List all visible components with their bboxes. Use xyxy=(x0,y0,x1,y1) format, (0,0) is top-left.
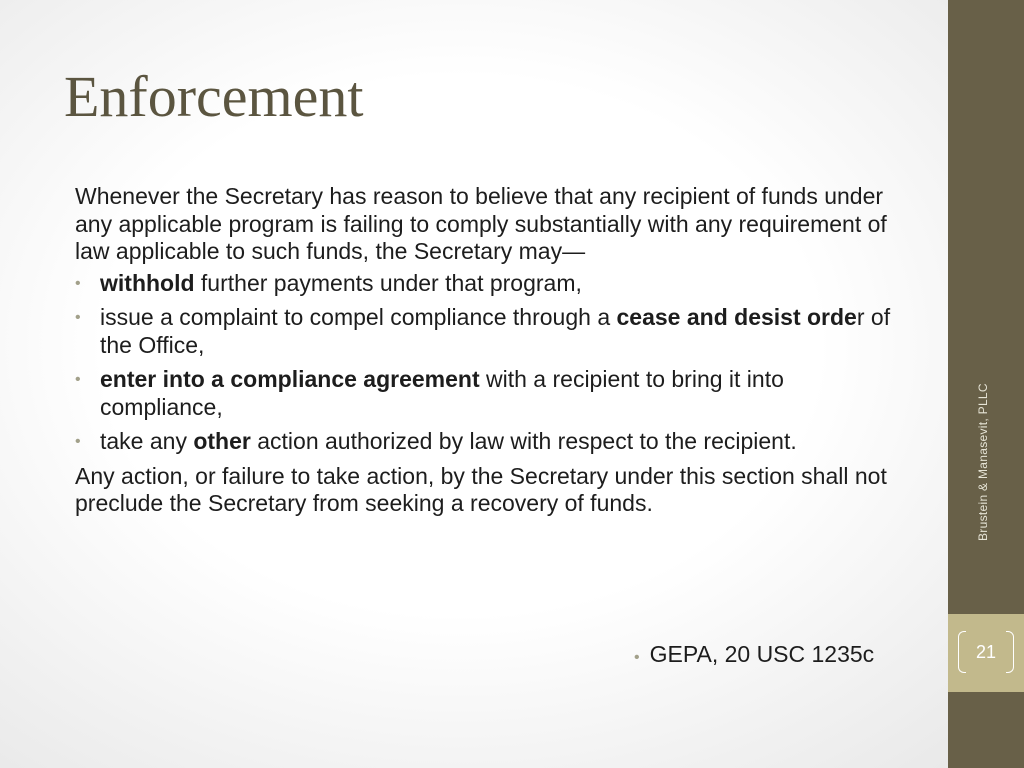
bullet-dot-icon: • xyxy=(75,274,81,292)
citation-text: GEPA, 20 USC 1235c xyxy=(649,641,875,667)
bullet-text: take any xyxy=(100,428,194,454)
bullet-text: action authorized by law with respect to the recipient. xyxy=(250,428,797,454)
bullet-emphasis: other xyxy=(193,428,251,454)
bullet-list xyxy=(75,270,895,456)
bullet-dot-icon: • xyxy=(75,371,81,388)
page-number-box xyxy=(948,614,1024,692)
bullet-dot-icon: • xyxy=(75,433,81,450)
intro-paragraph: Whenever the Secretary has reason to believe that any recipient of funds under any applicable program is failing to comply substantially with any requirement of law applicable to such funds, the Secretary may— xyxy=(75,183,887,264)
bullet-dot-icon: • xyxy=(634,649,640,666)
slide-title: Enforcement xyxy=(64,64,364,129)
bullet-emphasis: cease and desist orde xyxy=(616,304,857,330)
bullet-item-withhold xyxy=(75,270,895,298)
page-number: 21 xyxy=(975,642,997,662)
closing-paragraph: Any action, or failure to take action, by the Secretary under this section shall not preclude the Secretary from seeking a recovery of funds. xyxy=(75,462,887,516)
bullet-item-complaint xyxy=(75,304,895,359)
citation xyxy=(634,641,874,671)
bullet-item-agreement xyxy=(75,366,895,421)
bullet-emphasis: withhold xyxy=(100,269,195,296)
bullet-text: issue a complaint to compel compliance through a xyxy=(100,304,617,330)
bullet-text: with a recipient to bring it into compliance, xyxy=(100,366,784,420)
bullet-emphasis: enter into a compliance agreement xyxy=(100,366,480,392)
bullet-text: further payments under that program, xyxy=(194,269,582,296)
bullet-text: r of the Office, xyxy=(100,304,891,358)
slide-body xyxy=(75,183,895,518)
firm-name: Brustein & Manasevit, PLLC xyxy=(976,383,990,541)
bullet-dot-icon: • xyxy=(75,309,81,326)
bullet-item-other xyxy=(75,428,895,456)
